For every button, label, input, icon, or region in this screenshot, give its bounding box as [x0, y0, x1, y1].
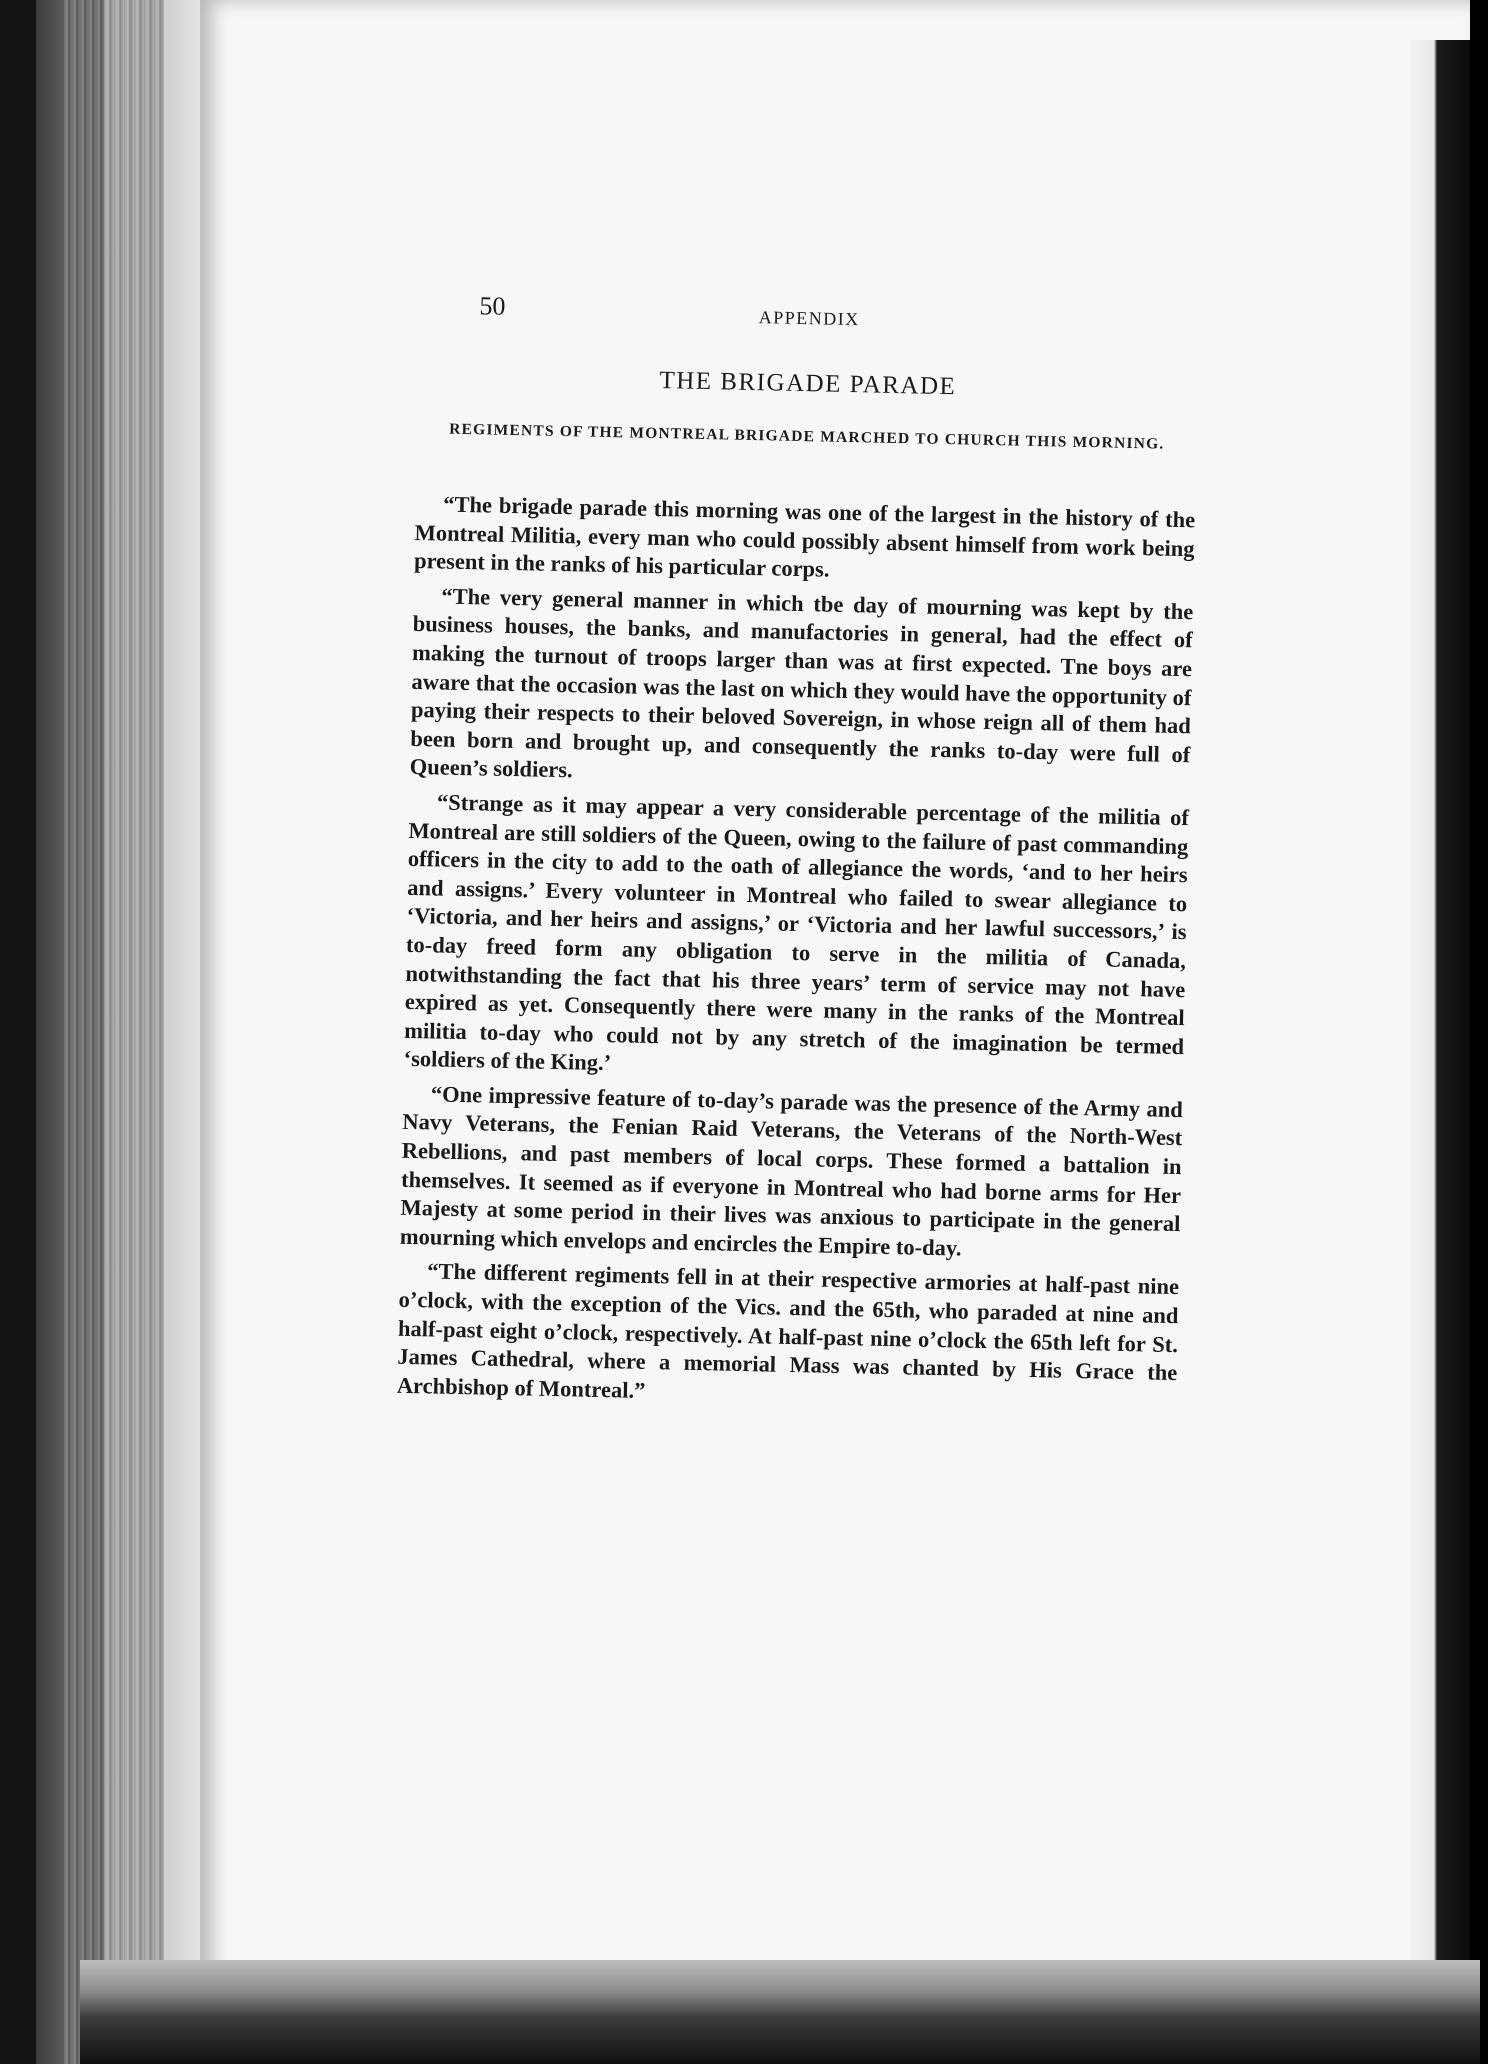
book-cover-edge [36, 0, 64, 2064]
stacked-pages-edge [64, 0, 104, 2064]
right-page-edge [1410, 40, 1470, 2030]
paragraph: “Strange as it may appear a very considerable percentage of the militia of Montreal are still soldiers of the Queen, owing to the failure of past commanding officers in the city to add to the oath of allegiance the words, ‘and to her heirs and assigns.’ Every volunteer in Montreal who failed to swear allegiance to ‘Victoria, and her heirs and assigns,’ or ‘Victoria and her lawful successors,’ is to-day freed form any obligation to serve in the militia of Canada, notwithstanding the fact that his three years’ term of service may not have expired as yet. Consequently there were many in the ranks of the Montreal militia to-day who could not by any stretch of the imagination be termed ‘soldiers of the King.’ [403, 789, 1190, 1076]
body-text [397, 490, 1196, 1417]
section-subtitle: REGIMENTS OF THE MONTREAL BRIGADE MARCHED TO CHURCH THIS MORNING. [449, 420, 1165, 453]
page-text-block [391, 280, 1200, 1676]
page-number: 50 [479, 291, 506, 321]
bottom-page-edge [80, 1960, 1480, 2064]
stacked-pages-edge-inner [104, 0, 164, 2064]
page-gutter [164, 0, 204, 2064]
paragraph: “The brigade parade this morning was one of the largest in the history of the Montreal Militia, every man who could possibly absent himself from work being present in the ranks of his particular corps. [413, 491, 1196, 582]
running-head: APPENDIX [758, 307, 860, 330]
paragraph: “One impressive feature of to-day’s parade was the presence of the Army and Navy Veterans, the Fenian Raid Veterans, the Veterans of the North-West Rebellions, and past members of local corps. These formed a battalion in themselves. It seemed as if everyone in Montreal who had borne arms for Her Majesty at some period in their lives was anxious to participate in the general mourning which envelops and encircles the Empire to-day. [399, 1081, 1184, 1261]
paragraph: “The different regiments fell in at their respective armories at half-past nine o’clock, with the exception of the Vics. and the 65th, who paraded at nine and half-past eight o’clock, respectively. At half-past nine o’clock the 65th left for St. James Cathedral, where a memorial Mass was chanted by His Grace the Archbishop of Montreal.” [396, 1258, 1180, 1403]
book-spine-shadow [0, 0, 36, 2064]
paragraph: “The very general manner in which tbe day of mourning was kept by the business houses, the banks, and manufactories in general, had the effect of making the turnout of troops larger than was at first expected. Tne boys are aware that the occasion was the last on which they would have the opportunity of paying their respects to their beloved Sovereign, in whose reign all of them had been born and brought up, and consequently the ranks to-day were full of Queen’s soldiers. [409, 583, 1194, 783]
section-title: THE BRIGADE PARADE [659, 367, 957, 401]
